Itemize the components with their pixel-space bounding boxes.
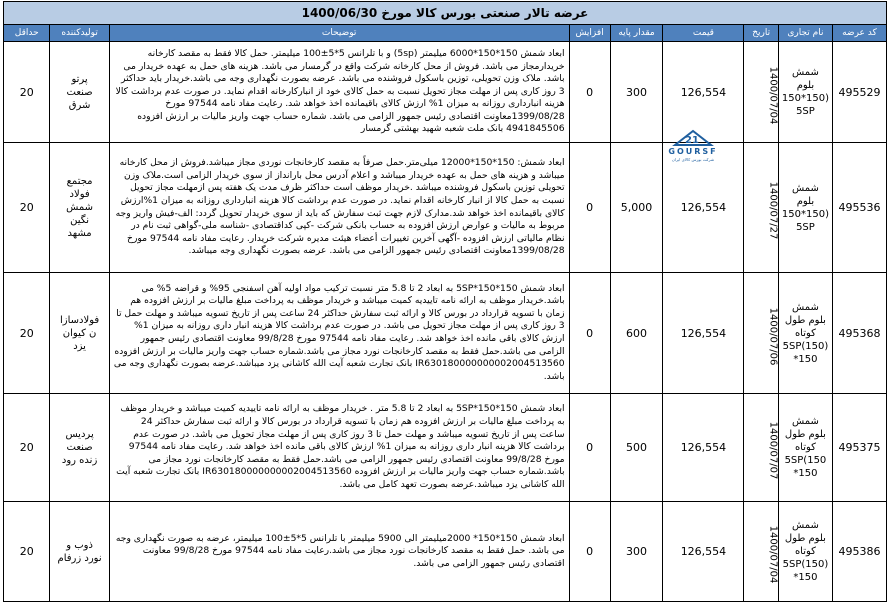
producer-line: پرتو bbox=[71, 73, 88, 85]
description-cell: ابعاد شمش 150*150*5SP به ابعاد 2 تا 5.8 متر نسبت ترکیب مواد اولیه آهن اسفنجی 95% و قراضه 5% می باشد.خریدار موظف به ارائه نامه تاییدیه کمیت میباشد و خریدار موظف به پرداخت مبلغ مالیات بر ارزش افزوده هم زمان با تسویه قرارداد در بورس کالا و ارائه ثبت سفارش حداکثر 24 ساعت پس از تاریخ تسویه میباشد و مهلت حمل تا 3 روز کاری پس از مهلت مجاز تحویل می باشد. در صورت عدم برداشت کالا هزینه انبار داری روزانه به میزان 1% ارزش کالای باقی مانده اخذ خواهد شد. رعایت مفاد نامه 97544 مورخ 99/8/28 معاونت اقتصادی رئیس جمهور الزامی می باشد.حمل فقط به مقصد کارخانجات نورد مجاز می باشد.شماره حساب جهت واریز مالیات بر ارزش افزوده IR630180000000002004513560 بانک تجارت شعبه آیت الله کاشانی یزد میباشد.عرضه بصورت نگهداری وجه می باشد. bbox=[109, 273, 569, 394]
date-value: 1400/07/04 bbox=[767, 525, 779, 584]
producer-cell bbox=[50, 394, 109, 502]
trade-name-line: 5SP(150) bbox=[782, 559, 829, 570]
title-row bbox=[4, 2, 887, 25]
code-cell: 495386 bbox=[832, 502, 886, 602]
price-cell: 126,554 bbox=[663, 143, 744, 273]
producer-line: ذوب و bbox=[66, 539, 93, 551]
header-desc: توضیحات bbox=[109, 25, 569, 42]
base-qty-cell: 600 bbox=[610, 273, 663, 394]
date-cell bbox=[744, 42, 779, 143]
date-value: 1400/07/07 bbox=[767, 421, 779, 480]
min-cell: 20 bbox=[4, 394, 50, 502]
offerings-sheet bbox=[3, 1, 889, 586]
producer-line: نگین bbox=[70, 215, 90, 226]
producer-cell bbox=[50, 143, 109, 273]
date-value: 1400/07/04 bbox=[767, 66, 779, 124]
offerings-table bbox=[3, 1, 887, 602]
trade-name-line: بلوم طول bbox=[784, 429, 826, 440]
trade-name-line: 5SP bbox=[796, 106, 815, 117]
logo-mark: 21 bbox=[685, 135, 699, 146]
producer-line: پردیس bbox=[65, 429, 94, 440]
producer-line: شمش bbox=[66, 202, 94, 213]
table-row bbox=[4, 143, 887, 273]
code-cell: 495368 bbox=[832, 273, 886, 394]
base-qty-cell: 300 bbox=[610, 502, 663, 602]
table-row bbox=[4, 394, 887, 502]
code-cell: 495375 bbox=[832, 394, 886, 502]
trade-name-line: (150*150 bbox=[781, 208, 829, 220]
producer-line: مشهد bbox=[67, 228, 92, 239]
date-cell bbox=[744, 273, 779, 394]
trade-name-line: 5SP(150 bbox=[784, 455, 827, 466]
trade-name-line: 5SP(150) bbox=[782, 340, 829, 352]
code-cell: 495536 bbox=[832, 143, 886, 273]
date-cell bbox=[744, 143, 779, 273]
trade-name-line: شمش bbox=[791, 416, 819, 427]
trade-name-line: کوتاه bbox=[794, 327, 816, 339]
min-cell: 20 bbox=[4, 273, 50, 394]
header-increase: افزایش bbox=[569, 25, 610, 42]
producer-line: ن کیوان bbox=[62, 327, 97, 339]
increase-cell: 0 bbox=[569, 42, 610, 143]
trade-name-line: بلوم bbox=[796, 80, 815, 91]
producer-line: زنده رود bbox=[61, 455, 98, 466]
trade-name-line: 150* bbox=[793, 468, 818, 479]
producer-line: فولاد bbox=[69, 189, 90, 200]
increase-cell: 0 bbox=[569, 143, 610, 273]
description-cell: ابعاد شمش 150*150* 2000میلیمتر الی 5900 میلیمتر با تلرانس 5*5±100 میلیمتر، عرضه به صورت نگهداری وجه می باشد. حمل فقط به مقصد کارخانجات نورد مجاز می باشد.رعایت مفاد نامه 97544 مورخ 99/8/28 معاونت اقتصادی رئیس جمهور الزامی می باشد. bbox=[109, 502, 569, 602]
producer-cell bbox=[50, 273, 109, 394]
table-row bbox=[4, 42, 887, 143]
trade-name-line: بلوم bbox=[796, 195, 815, 207]
trade-name-cell bbox=[778, 273, 832, 394]
trade-name-cell bbox=[778, 394, 832, 502]
producer-line: صنعت bbox=[66, 442, 93, 453]
min-cell: 20 bbox=[4, 42, 50, 143]
producer-line: شرق bbox=[68, 99, 91, 111]
trade-name-line: 150* bbox=[793, 353, 818, 365]
header-trade-name: نام تجاری bbox=[778, 25, 832, 42]
table-row bbox=[4, 273, 887, 394]
header-price: قیمت bbox=[663, 25, 744, 42]
trade-name-cell bbox=[778, 42, 832, 143]
trade-name-cell bbox=[778, 143, 832, 273]
price-cell: 126,554 bbox=[663, 394, 744, 502]
price-cell: 126,554 bbox=[663, 42, 744, 143]
description-cell: ابعاد شمش: 150*150*12000 میلی‌متر.حمل صرفاً به مقصد کارخانجات نوردی مجاز میباشد.فروش از محل کارخانه میباشد و هزینه های حمل به عهده خریدار میباشد و اعلام آدرس محل بارانداز از سوی خریدار الزامی است.ملاک وزن تحویلی توزین باسکول فروشنده میباشد .خریدار موظف است حداکثر ظرف مدت یک هفته پس ازمهلت مجاز تحویل نسبت به حمل کالا از انبار کارخانه اقدام نماید. در صورت عدم برداشت کالا هزینه انبارداری روزانه به میزان 1%ارزش کالای باقیمانده اخذ خواهد شد.مدارک لازم جهت ثبت سفارش که باید از سوی خریدار تحویل گردد: الف-فیش واریز وجه مربوط به مالیات و عوارض ارزش افزوده به حساب بانکی شرکت -کپی کدا‌قتصادی -شناسه ملی-گواهی ثبت نام در نظام مالیاتی ارزش افزوده -آگهی آخرین تغییرات أعضاء هیئت مدیره شرکت خریدار. رعایت مفاد نامه 97544 مورخ 1399/08/28معاونت اقتصادی رئیس جمهور الزامی می باشد. عرضه بصورت نگهداری وجه میباشد. bbox=[109, 143, 569, 273]
header-producer: تولیدکننده bbox=[50, 25, 109, 42]
trade-name-line: کوتاه bbox=[794, 546, 816, 557]
increase-cell: 0 bbox=[569, 502, 610, 602]
min-cell: 20 bbox=[4, 143, 50, 273]
trade-name-line: بلوم طول bbox=[784, 314, 826, 326]
producer-cell bbox=[50, 42, 109, 143]
code-cell: 495529 bbox=[832, 42, 886, 143]
header-base-qty: مقدار پایه bbox=[610, 25, 663, 42]
date-cell bbox=[744, 394, 779, 502]
price-cell: 126,554 bbox=[663, 502, 744, 602]
description-cell: ابعاد شمش 150*150*6000 میلیمتر (5sp) و با تلرانس 5*5±100 میلیمتر. حمل کالا فقط به مقصد کارخانه خریدارمجاز می باشد. فروش از محل کارخانه شرکت واقع در گرمسار می باشد. هزینه های حمل به عهده خریدار می باشد. ملاک وزن تحویلی، توزین باسکول فروشنده می باشد. عرضه بصورت نگهداری وجه می باشد.خریدار باید حداکثر 3 روز کاری پس از مهلت مجاز تحویل نسبت به حمل کالای خود از انبارکارخانه اقدام نماید. در صورت عدم برداشت کالا هزینه انبارداری روزانه به میزان 1% ارزش کالای باقیمانده اخذ خواهد شد. رعایت مفاد نامه 97544 مورخ 1399/08/28معاونت اقتصادی رئیس جمهور الزامی می باشد. شماره حساب جهت واریز مالیات بر ارزش افزوده 4941845506 بانک ملت شعبه شهید بهشتی گرمسار bbox=[109, 42, 569, 143]
min-cell: 20 bbox=[4, 502, 50, 602]
base-qty-cell: 5,000 bbox=[610, 143, 663, 273]
header-min: حداقل bbox=[4, 25, 50, 42]
date-value: 1400/07/27 bbox=[767, 181, 779, 240]
trade-name-line: (150*150 bbox=[781, 93, 829, 104]
producer-line: فولادسازا bbox=[60, 314, 100, 326]
trade-name-line: شمش bbox=[791, 67, 819, 78]
trade-name-line: شمش bbox=[791, 520, 819, 531]
price-cell: 126,554 bbox=[663, 273, 744, 394]
description-cell: ابعاد شمش 150*150*5SP به ابعاد 2 تا 5.8 متر . خریدار موظف به ارائه نامه تاییدیه کمیت میباشد و خریدار موظف به پرداخت مبلغ مالیات بر ارزش افزوده هم زمان با تسویه قرارداد در بورس کالا و ارائه ثبت سفارش حداکثر 24 ساعت پس از تاریخ تسویه میباشد و مهلت حمل تا 3 روز کاری پس از مهلت مجاز تحویل می باشد. در صورت عدم برداشت کالا هزینه انبار داری روزانه به میزان 1% ارزش کالای باقی مانده اخذ خواهد شد. رعایت مفاد نامه 97544 مورخ 99/8/28 معاونت اقتصادی رئیس جمهور الزامی می باشد.حمل فقط به مقصد کارخانجات نورد مجاز می باشد.شماره حساب جهت واریز مالیات بر ارزش افزوده IR630180000000002004513560 بانک تجارت شعبه آیت الله کاشانی یزد میباشد.عرضه بصورت تعهد کامل می باشد. bbox=[109, 394, 569, 502]
header-date: تاریخ bbox=[744, 25, 779, 42]
producer-line: نورد زرفام bbox=[57, 552, 102, 564]
sheet-title: عرضه تالار صنعتی بورس کالا مورخ 1400/06/30 bbox=[4, 2, 887, 25]
logo-text: GOURSF bbox=[668, 147, 718, 156]
trade-name-line: 150* bbox=[793, 572, 818, 583]
base-qty-cell: 300 bbox=[610, 42, 663, 143]
trade-name-line: بلوم طول bbox=[784, 533, 826, 544]
logo-subtitle: شرکت بورس کالای ایران bbox=[671, 157, 715, 162]
trade-name-line: کوتاه bbox=[794, 442, 816, 453]
header-code: کد عرضه bbox=[832, 25, 886, 42]
base-qty-cell: 500 bbox=[610, 394, 663, 502]
date-value: 1400/07/06 bbox=[767, 307, 779, 365]
trade-name-line: 5SP bbox=[796, 221, 815, 233]
trade-name-line: شمش bbox=[791, 301, 819, 313]
bourse-logo bbox=[645, 129, 741, 163]
producer-line: صنعت bbox=[66, 86, 93, 98]
header-row bbox=[4, 25, 887, 42]
producer-line: مجتمع bbox=[66, 176, 93, 187]
trade-name-line: شمش bbox=[791, 182, 819, 194]
increase-cell: 0 bbox=[569, 394, 610, 502]
producer-line: یزد bbox=[73, 340, 86, 352]
increase-cell: 0 bbox=[569, 273, 610, 394]
